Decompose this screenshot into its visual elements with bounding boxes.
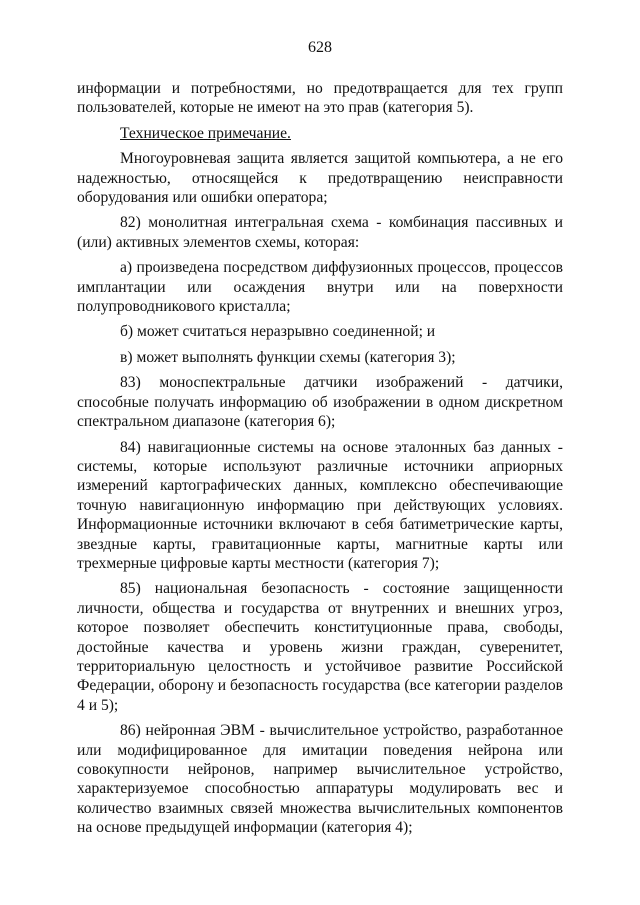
document-body — [77, 79, 563, 838]
technical-note-text: Многоуровневая защита является защитой компьютера, а не его надежностью, относящейся к предотвращению неисправности оборудования или ошибки оператора; — [77, 150, 563, 207]
definition-82: 82) монолитная интегральная схема - комбинация пассивных и (или) активных элементов схемы, которая: — [77, 214, 563, 251]
definition-82-item-a: а) произведена посредством диффузионных процессов, процессов имплантации или осаждения внутри или на поверхности полупроводникового кристалла; — [77, 259, 563, 316]
definition-82-item-c: в) может выполнять функции схемы (категория 3); — [120, 348, 456, 366]
page-number: 628 — [308, 39, 332, 56]
technical-note-heading: Техническое примечание. — [120, 124, 291, 142]
paragraph-continuation: информации и потребностями, но предотвращается для тех групп пользователей, которые не имеют на это прав (категория 5). — [77, 80, 563, 117]
definition-84: 84) навигационные системы на основе эталонных баз данных - системы, которые используют различные источники априорных измерений картографических данных, комплексно обеспечивающие точную навигационную информацию при действующих условиях. Информационные источники включают в себя батиметрические карты, звездные карты, гравитационные карты, магнитные карты или трехмерные цифровые карты местности (категория 7); — [77, 438, 563, 572]
definition-83: 83) моноспектральные датчики изображений - датчики, способные получать информацию об изображении в одном дискретном спектральном диапазоне (категория 6); — [77, 374, 563, 431]
definition-82-item-b: б) может считаться неразрывно соединенной; и — [120, 323, 436, 341]
definition-85: 85) национальная безопасность - состояние защищенности личности, общества и государства от внутренних и внешних угроз, которое позволяет обеспечить конституционные права, свободы, достойные качества и уровень жизни граждан, суверенитет, территориальную целостность и устойчивое развитие Российской Федерации, оборону и безопасность государства (все категории разделов 4 и 5); — [77, 580, 563, 714]
definition-86: 86) нейронная ЭВМ - вычислительное устройство, разработанное или модифицированное для имитации поведения нейрона или совокупности нейронов, например вычислительное устройство, характеризуемое способностью аппаратуры модулировать вес и количество взаимных связей множества вычислительных компонентов на основе предыдущей информации (категория 4); — [77, 722, 563, 837]
